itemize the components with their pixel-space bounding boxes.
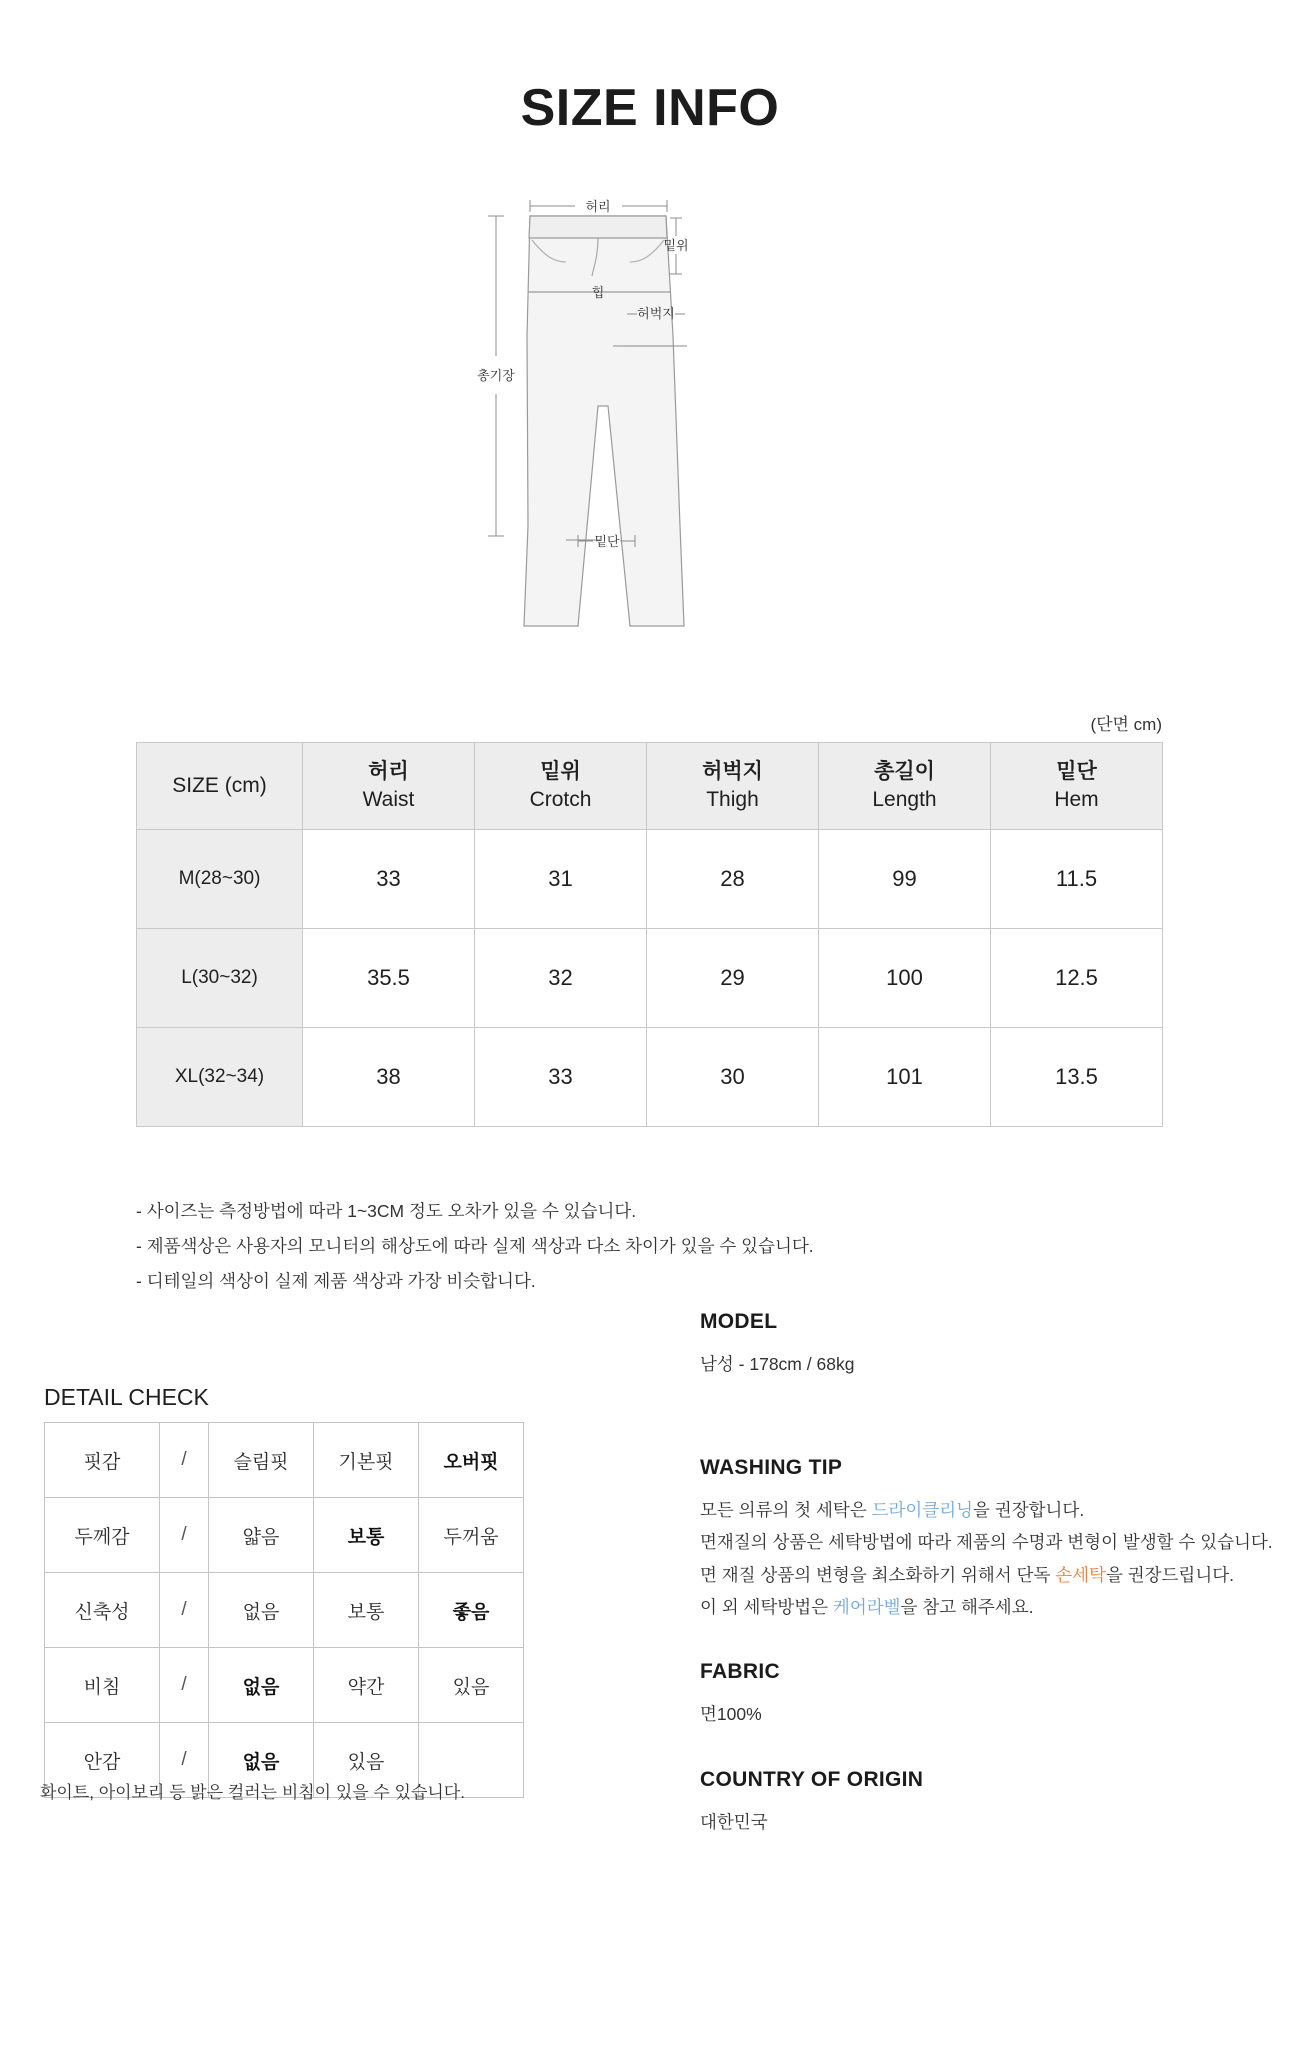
svg-text:밑위: 밑위 — [663, 238, 689, 253]
detail-row-label: 안감 — [45, 1723, 160, 1798]
model-text: 남성 - 178cm / 68kg — [700, 1354, 855, 1374]
detail-option-selected: 좋음 — [419, 1573, 524, 1648]
cell-crotch: 32 — [475, 929, 647, 1028]
detail-option-selected: 없음 — [209, 1723, 314, 1798]
page-title: SIZE INFO — [520, 79, 780, 137]
svg-text:허벅지: 허벅지 — [637, 306, 675, 321]
washing-tip-text — [700, 1494, 1273, 1624]
size-notes — [136, 1194, 814, 1299]
detail-option: 있음 — [419, 1648, 524, 1723]
table-row — [137, 1028, 1163, 1127]
detail-row-label: 두께감 — [45, 1498, 160, 1573]
washing-line-3 — [700, 1559, 1273, 1591]
size-table — [136, 742, 1163, 1127]
model-heading: MODEL — [700, 1310, 778, 1333]
cell-hem: 12.5 — [991, 929, 1163, 1028]
hem-header-cell: 밑단 Hem — [991, 743, 1163, 830]
row-size-label: L(30~32) — [137, 929, 303, 1028]
washing-line-4-a: 이 외 세탁방법은 — [700, 1597, 833, 1618]
detail-option: 약간 — [314, 1648, 419, 1723]
length-header-cell: 총길이 Length — [819, 743, 991, 830]
detail-option: 기본핏 — [314, 1423, 419, 1498]
washing-line-1-highlight: 드라이클리닝 — [871, 1500, 974, 1520]
size-table-header-row — [137, 743, 1163, 830]
country-of-origin-text: 대한민국 — [700, 1812, 768, 1832]
table-row — [45, 1423, 524, 1498]
detail-option: 없음 — [209, 1573, 314, 1648]
table-row — [137, 830, 1163, 929]
detail-row-separator: / — [160, 1498, 209, 1573]
table-row — [137, 929, 1163, 1028]
washing-line-1-a: 모든 의류의 첫 세탁은 — [700, 1500, 872, 1520]
washing-line-4 — [700, 1591, 1273, 1623]
cell-waist: 35.5 — [303, 929, 475, 1028]
cell-crotch: 33 — [475, 1028, 647, 1127]
row-size-label: M(28~30) — [137, 830, 303, 929]
cell-crotch: 31 — [475, 830, 647, 929]
crotch-header-cell: 밑위 Crotch — [475, 743, 647, 830]
svg-text:허리: 허리 — [585, 199, 611, 214]
detail-check-heading: DETAIL CHECK — [44, 1384, 209, 1410]
detail-option: 보통 — [314, 1573, 419, 1648]
washing-line-4-b: 을 참고 해주세요. — [900, 1597, 1034, 1618]
cell-thigh: 29 — [647, 929, 819, 1028]
washing-line-3-a: 면 재질 상품의 변형을 최소화하기 위해서 단독 — [700, 1564, 1056, 1585]
svg-text:총기장: 총기장 — [477, 368, 515, 383]
washing-line-4-highlight: 케어라벨 — [832, 1597, 901, 1618]
detail-option-selected: 오버핏 — [419, 1423, 524, 1498]
pants-measurement-diagram — [470, 196, 830, 686]
fabric-heading: FABRIC — [700, 1660, 780, 1683]
table-row — [45, 1573, 524, 1648]
svg-text:힙: 힙 — [591, 285, 605, 300]
svg-text:밑단: 밑단 — [594, 534, 620, 549]
detail-option-selected: 없음 — [209, 1648, 314, 1723]
detail-option: 두꺼움 — [419, 1498, 524, 1573]
cell-waist: 38 — [303, 1028, 475, 1127]
country-of-origin-heading: COUNTRY OF ORIGIN — [700, 1768, 924, 1791]
detail-option: 있음 — [314, 1723, 419, 1798]
washing-line-1-b: 을 권장합니다. — [973, 1500, 1085, 1520]
size-header-cell: SIZE (cm) — [137, 743, 303, 830]
cell-length: 100 — [819, 929, 991, 1028]
cell-waist: 33 — [303, 830, 475, 929]
washing-line-3-highlight: 손세탁 — [1055, 1564, 1106, 1585]
thigh-header-cell: 허벅지 Thigh — [647, 743, 819, 830]
cell-length: 99 — [819, 830, 991, 929]
table-row — [45, 1498, 524, 1573]
fabric-text: 면100% — [700, 1704, 762, 1724]
detail-row-label: 신축성 — [45, 1573, 160, 1648]
detail-option: 얇음 — [209, 1498, 314, 1573]
detail-row-separator: / — [160, 1648, 209, 1723]
washing-tip-heading: WASHING TIP — [700, 1456, 843, 1479]
cell-thigh: 28 — [647, 830, 819, 929]
cell-hem: 11.5 — [991, 830, 1163, 929]
washing-line-1 — [700, 1494, 1273, 1526]
detail-row-separator: / — [160, 1573, 209, 1648]
washing-line-2: 면재질의 상품은 세탁방법에 따라 제품의 수명과 변형이 발생할 수 있습니다. — [700, 1532, 1273, 1553]
note-line: - 사이즈는 측정방법에 따라 1~3CM 정도 오차가 있을 수 있습니다. — [136, 1201, 637, 1221]
unit-note: (단면 cm) — [1090, 715, 1162, 734]
table-row — [45, 1648, 524, 1723]
detail-row-separator: / — [160, 1423, 209, 1498]
cell-hem: 13.5 — [991, 1028, 1163, 1127]
detail-row-label: 비침 — [45, 1648, 160, 1723]
cell-thigh: 30 — [647, 1028, 819, 1127]
detail-check-note: 화이트, 아이보리 등 밝은 컬러는 비침이 있을 수 있습니다. — [40, 1783, 465, 1802]
detail-row-separator: / — [160, 1723, 209, 1798]
note-line: - 디테일의 색상이 실제 제품 색상과 가장 비슷합니다. — [136, 1271, 536, 1291]
waist-header-cell: 허리 Waist — [303, 743, 475, 830]
washing-line-3-b: 을 권장드립니다. — [1105, 1564, 1235, 1585]
note-line: - 제품색상은 사용자의 모니터의 해상도에 따라 실제 색상과 다소 차이가 있을 수 있습니다. — [136, 1236, 814, 1256]
detail-option: 슬림핏 — [209, 1423, 314, 1498]
detail-check-table — [44, 1422, 524, 1798]
row-size-label: XL(32~34) — [137, 1028, 303, 1127]
cell-length: 101 — [819, 1028, 991, 1127]
detail-option-selected: 보통 — [314, 1498, 419, 1573]
detail-row-label: 핏감 — [45, 1423, 160, 1498]
